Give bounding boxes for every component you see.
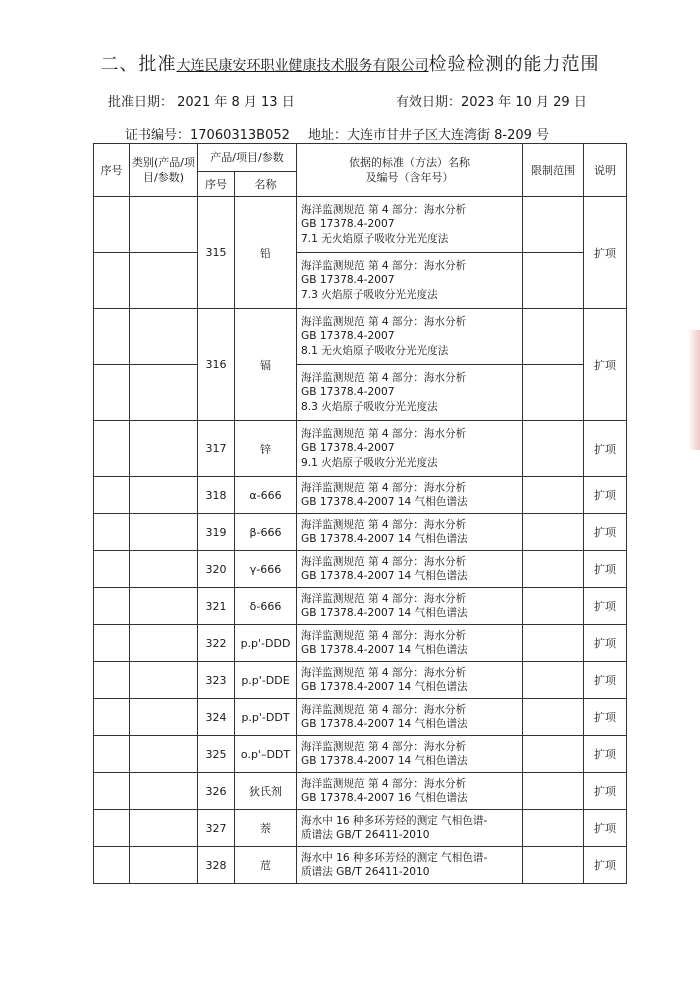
cell-item-name: 铅 [235, 197, 297, 309]
table-row [94, 309, 627, 365]
cell-item-name: γ-666 [235, 551, 297, 588]
cell-item-no: 328 [198, 847, 235, 884]
table-header [94, 144, 627, 197]
standard-line: GB 17378.4-2007 [301, 386, 395, 399]
cell-category [130, 309, 198, 365]
cell-seq [94, 477, 130, 514]
standard-line: 海洋监测规范 第 4 部分：海水分析 [301, 555, 467, 568]
cell-note: 扩项 [584, 197, 627, 309]
col-standard-line2: 及编号（含年号） [365, 171, 454, 184]
standard-line: 7.1 无火焰原子吸收分光光度法 [301, 232, 449, 245]
table-row [94, 514, 627, 551]
cell-standard [297, 551, 523, 588]
table-row [94, 551, 627, 588]
cell-category [130, 662, 198, 699]
cell-limit [523, 514, 584, 551]
cell-item-name: 镉 [235, 309, 297, 421]
cell-item-name: o.p'–DDT [235, 736, 297, 773]
cell-note: 扩项 [584, 514, 627, 551]
cell-note: 扩项 [584, 847, 627, 884]
standard-line: 海洋监测规范 第 4 部分：海水分析 [301, 315, 467, 328]
cell-note: 扩项 [584, 810, 627, 847]
cert-number: 证书编号：17060313B052 [125, 128, 290, 143]
cell-limit [523, 773, 584, 810]
cell-category [130, 847, 198, 884]
cell-category [130, 197, 198, 253]
cell-seq [94, 365, 130, 421]
cell-limit [523, 699, 584, 736]
standard-line: 海洋监测规范 第 4 部分：海水分析 [301, 481, 467, 494]
standard-line: GB 17378.4-2007 [301, 274, 395, 287]
cell-limit [523, 551, 584, 588]
cell-item-name: 萘 [235, 810, 297, 847]
cell-category [130, 588, 198, 625]
cell-seq [94, 551, 130, 588]
col-product-seq: 序号 [198, 172, 235, 197]
cell-seq [94, 309, 130, 365]
standard-line: GB 17378.4-2007 14 气相色谱法 [301, 496, 468, 508]
table-row [94, 736, 627, 773]
cell-category [130, 699, 198, 736]
cell-standard [297, 699, 523, 736]
valid-date: 有效日期：2023 年 10 月 29 日 [396, 95, 587, 110]
cell-standard [297, 773, 523, 810]
cell-limit [523, 625, 584, 662]
cell-item-name: p.p'-DDD [235, 625, 297, 662]
standard-line: 8.1 无火焰原子吸收分光光度法 [301, 344, 449, 357]
col-standard-line1: 依据的标准（方法）名称 [349, 156, 471, 169]
cell-note: 扩项 [584, 421, 627, 477]
cell-category [130, 810, 198, 847]
cell-item-no: 319 [198, 514, 235, 551]
standard-line: GB 17378.4-2007 14 气相色谱法 [301, 607, 468, 619]
col-standard [297, 144, 523, 197]
table-row [94, 588, 627, 625]
cell-standard [297, 847, 523, 884]
cell-item-name: 狄氏剂 [235, 773, 297, 810]
cell-limit [523, 736, 584, 773]
col-seq: 序号 [94, 144, 130, 197]
cell-standard [297, 810, 523, 847]
cell-limit [523, 477, 584, 514]
col-category: 类别(产品/项目/参数) [130, 144, 198, 197]
cell-item-no: 316 [198, 309, 235, 421]
standard-line: 海水中 16 种多环芳烃的测定 气相色谱- [301, 814, 488, 827]
standard-line: GB 17378.4-2007 16 气相色谱法 [301, 792, 468, 804]
cell-standard [297, 588, 523, 625]
table-row [94, 847, 627, 884]
cell-item-no: 317 [198, 421, 235, 477]
standard-line: 海洋监测规范 第 4 部分：海水分析 [301, 703, 467, 716]
cell-item-name: 锌 [235, 421, 297, 477]
cell-note: 扩项 [584, 551, 627, 588]
cell-standard [297, 514, 523, 551]
standard-line: 海洋监测规范 第 4 部分：海水分析 [301, 259, 467, 272]
page-title [0, 50, 700, 76]
cell-standard [297, 736, 523, 773]
standard-line: 7.3 火焰原子吸收分光光度法 [301, 288, 438, 301]
cell-item-no: 322 [198, 625, 235, 662]
table-row [94, 477, 627, 514]
standard-line: 海洋监测规范 第 4 部分：海水分析 [301, 518, 467, 531]
cell-item-no: 323 [198, 662, 235, 699]
cell-item-no: 325 [198, 736, 235, 773]
cell-item-no: 326 [198, 773, 235, 810]
cell-standard [297, 421, 523, 477]
standard-line: 海洋监测规范 第 4 部分：海水分析 [301, 203, 467, 216]
cell-seq [94, 662, 130, 699]
standard-line: 海洋监测规范 第 4 部分：海水分析 [301, 629, 467, 642]
cell-note: 扩项 [584, 588, 627, 625]
cell-category [130, 773, 198, 810]
cell-item-name: p.p'-DDE [235, 662, 297, 699]
cell-standard [297, 253, 523, 309]
table-row [94, 662, 627, 699]
cell-note: 扩项 [584, 662, 627, 699]
cell-item-name: α-666 [235, 477, 297, 514]
standard-line: 8.3 火焰原子吸收分光光度法 [301, 400, 438, 413]
cell-category [130, 514, 198, 551]
cell-category [130, 477, 198, 514]
cell-category [130, 365, 198, 421]
table-row [94, 810, 627, 847]
table-row [94, 625, 627, 662]
table-row [94, 197, 627, 253]
table-row [94, 253, 627, 309]
col-product-name: 名称 [235, 172, 297, 197]
cell-seq [94, 847, 130, 884]
cell-limit [523, 421, 584, 477]
standard-line: 海洋监测规范 第 4 部分：海水分析 [301, 427, 467, 440]
seal-edge [688, 330, 700, 450]
cert-line [125, 124, 550, 143]
cell-category [130, 551, 198, 588]
cell-item-name: δ-666 [235, 588, 297, 625]
table-row [94, 421, 627, 477]
cell-item-name: β-666 [235, 514, 297, 551]
col-limit: 限制范围 [523, 144, 584, 197]
cell-seq [94, 736, 130, 773]
standard-line: GB 17378.4-2007 14 气相色谱法 [301, 570, 468, 582]
cell-item-no: 327 [198, 810, 235, 847]
cell-category [130, 253, 198, 309]
cell-item-no: 321 [198, 588, 235, 625]
standard-line: 海洋监测规范 第 4 部分：海水分析 [301, 777, 467, 790]
cell-limit [523, 365, 584, 421]
cell-seq [94, 253, 130, 309]
cell-limit [523, 197, 584, 253]
cell-item-name: 苊 [235, 847, 297, 884]
standard-line: GB 17378.4-2007 14 气相色谱法 [301, 533, 468, 545]
standard-line: GB 17378.4-2007 14 气相色谱法 [301, 644, 468, 656]
col-note: 说明 [584, 144, 627, 197]
table-row [94, 773, 627, 810]
cell-item-no: 315 [198, 197, 235, 309]
standard-line: 海水中 16 种多环芳烃的测定 气相色谱- [301, 851, 488, 864]
cell-standard [297, 197, 523, 253]
table-row [94, 699, 627, 736]
cell-category [130, 736, 198, 773]
title-prefix: 二、批准 [100, 54, 177, 75]
cell-item-no: 318 [198, 477, 235, 514]
standard-line: 海洋监测规范 第 4 部分：海水分析 [301, 592, 467, 605]
cell-item-no: 320 [198, 551, 235, 588]
standard-line: GB 17378.4-2007 [301, 442, 395, 455]
cell-seq [94, 773, 130, 810]
cell-item-name: p.p'-DDT [235, 699, 297, 736]
cell-note: 扩项 [584, 736, 627, 773]
cell-note: 扩项 [584, 477, 627, 514]
cell-limit [523, 588, 584, 625]
cell-seq [94, 810, 130, 847]
company-name: 大连民康安环职业健康技术服务有限公司 [176, 58, 429, 74]
standard-line: 质谱法 GB/T 26411-2010 [301, 866, 430, 878]
cell-standard [297, 477, 523, 514]
cell-seq [94, 699, 130, 736]
cell-seq [94, 197, 130, 253]
table-row [94, 365, 627, 421]
standard-line: GB 17378.4-2007 [301, 218, 395, 231]
cell-category [130, 625, 198, 662]
approval-date: 批准日期： 2021 年 8 月 13 日 [108, 95, 295, 110]
cell-limit [523, 309, 584, 365]
standard-line: GB 17378.4-2007 [301, 330, 395, 343]
cell-standard [297, 662, 523, 699]
cell-category [130, 421, 198, 477]
cell-note: 扩项 [584, 625, 627, 662]
standard-line: 海洋监测规范 第 4 部分：海水分析 [301, 740, 467, 753]
cell-standard [297, 309, 523, 365]
cell-limit [523, 253, 584, 309]
standard-line: GB 17378.4-2007 14 气相色谱法 [301, 755, 468, 767]
col-product: 产品/项目/参数 [198, 144, 297, 172]
cell-seq [94, 421, 130, 477]
cell-note: 扩项 [584, 773, 627, 810]
standard-line: 海洋监测规范 第 4 部分：海水分析 [301, 666, 467, 679]
cell-limit [523, 810, 584, 847]
cell-limit [523, 662, 584, 699]
cell-seq [94, 588, 130, 625]
standard-line: 海洋监测规范 第 4 部分：海水分析 [301, 371, 467, 384]
cell-seq [94, 514, 130, 551]
standard-line: 质谱法 GB/T 26411-2010 [301, 829, 430, 841]
cell-limit [523, 847, 584, 884]
cell-standard [297, 625, 523, 662]
standard-line: 9.1 火焰原子吸收分光光度法 [301, 456, 438, 469]
title-suffix: 检验检测的能力范围 [428, 54, 600, 75]
cell-note: 扩项 [584, 699, 627, 736]
cell-standard [297, 365, 523, 421]
address: 地址：大连市甘井子区大连湾街 8-209 号 [308, 128, 550, 143]
cell-seq [94, 625, 130, 662]
cell-note: 扩项 [584, 309, 627, 421]
scope-table [93, 143, 627, 884]
standard-line: GB 17378.4-2007 14 气相色谱法 [301, 681, 468, 693]
cell-item-no: 324 [198, 699, 235, 736]
table-body [94, 197, 627, 884]
standard-line: GB 17378.4-2007 14 气相色谱法 [301, 718, 468, 730]
